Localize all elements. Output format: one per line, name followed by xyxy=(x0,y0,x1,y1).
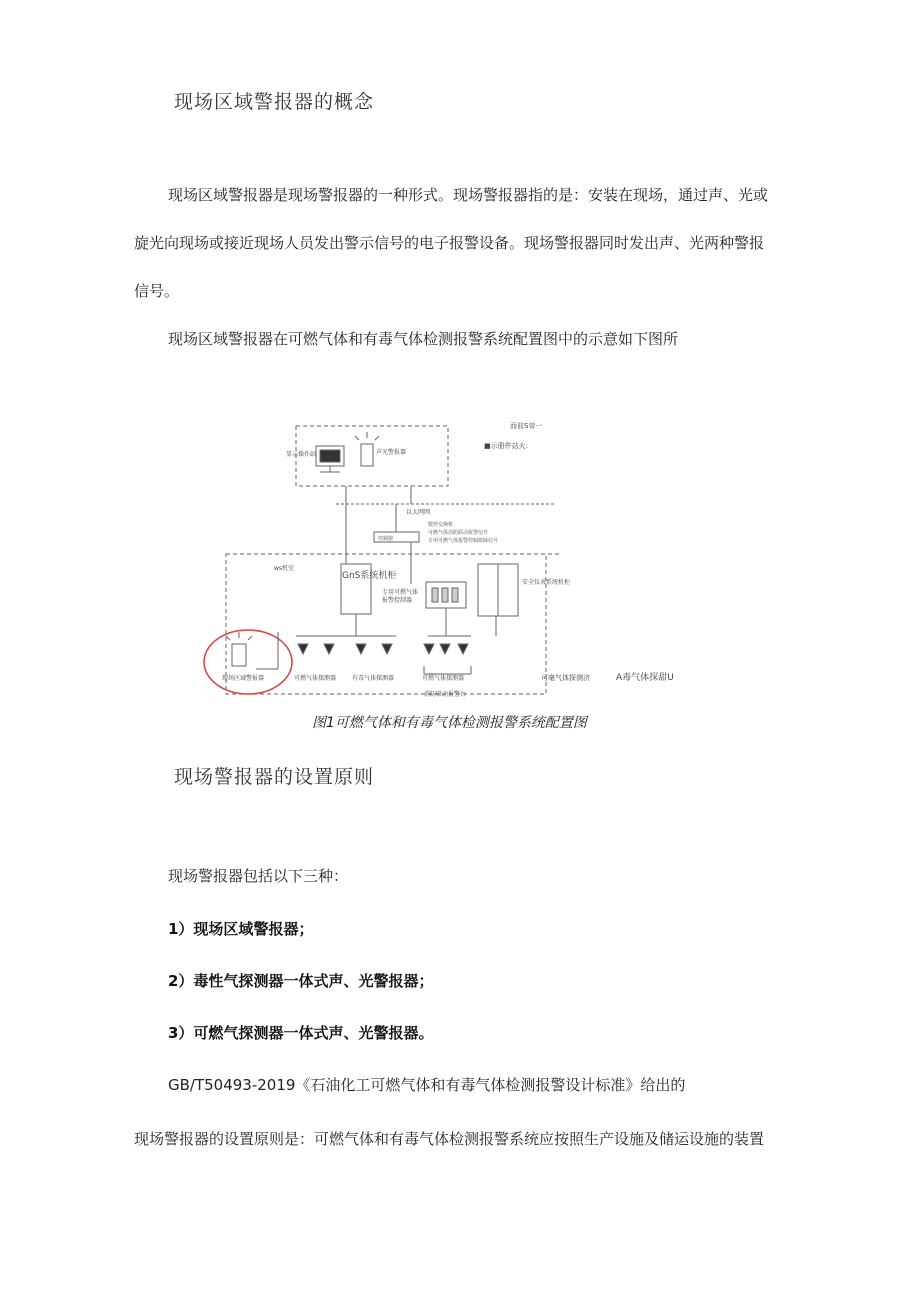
list-item-2: 2）毒性气探测器一体式声、光警报器； xyxy=(168,972,434,990)
para1-line2: 旋光向现场或接近现场人员发出警示信号的电子报警设备。现场警报器同时发出声、光两种警报 xyxy=(134,234,765,252)
linkage-note-2: 可燃气体消防联动报警信号 xyxy=(428,530,489,536)
list-item-1: 1）现场区域警报器； xyxy=(168,920,314,938)
legend-right-2: A毒气体探甜U xyxy=(616,673,674,683)
top-region-frame xyxy=(296,426,448,486)
field-area-alarm-icon xyxy=(232,644,246,666)
section2-intro: 现场警报器包括以下三种： xyxy=(168,867,349,885)
label-dedicated-controller-2: 报警控制器 xyxy=(382,597,413,604)
label-field-area-alarm: 现场区域警报器 xyxy=(222,675,265,682)
combustible-detector-icon xyxy=(298,644,308,654)
legend-1: 而前S帝一 xyxy=(510,422,543,430)
label-toxic-detector: 有毒气体探测器 xyxy=(352,675,395,682)
toxic-detector-icon xyxy=(356,644,366,654)
para2: 现场区域警报器在可燃气体和有毒气体检测报警系统配置图中的示意如下图所 xyxy=(168,330,679,348)
principle-line: 现场警报器的设置原则是：可燃气体和有毒气体检测报警系统应按照生产设施及储运设施的装置 xyxy=(134,1130,765,1148)
combustible-detector2-icon xyxy=(424,644,434,654)
label-switch: 控制器 xyxy=(378,536,394,542)
figure-caption: 图1可燃气体和有毒气体检测报警系统配置图 xyxy=(312,715,587,731)
para1-line3: 信号。 xyxy=(134,282,180,300)
sound-light-alarm-icon xyxy=(361,444,373,466)
label-crt: CRT xyxy=(321,456,331,462)
para1-line1: 现场区域警报器是现场警报器的一种形式。现场警报器指的是：安装在现场，通过声、光或 xyxy=(168,186,769,204)
section2-heading: 现场警报器的设置原则 xyxy=(174,766,375,788)
standard-reference: GB/T50493-2019《石油化工可燃气体和有毒气体检测报警设计标准》给出的 xyxy=(168,1076,686,1094)
label-dedicated-controller-1: 专用可燃气体 xyxy=(382,589,419,596)
linkage-note-1: 数控交换机 xyxy=(428,522,454,528)
legend-right-1: 可毫气体探测济 xyxy=(541,674,590,682)
label-control-room: ws机室 xyxy=(274,565,295,572)
label-combustible-detector: 可燃气体探测器 xyxy=(294,675,337,682)
linkage-note-3: 专用可燃气体报警控制故障信号 xyxy=(428,538,499,544)
label-combustible-detector-2: 可燃气体探测器 xyxy=(422,675,465,682)
label-sound-light-alarm: 声光警报器 xyxy=(376,449,407,456)
list-item-3: 3）可燃气探测器一体式声、光警报器。 xyxy=(168,1024,434,1042)
system-configuration-diagram xyxy=(196,404,686,704)
label-ethernet: 以太网网 xyxy=(406,509,431,516)
label-fire-linkage-panel: 消防联动报警台 xyxy=(424,691,467,698)
label-sis-cabinet: 安全仪表系统机柜 xyxy=(522,579,571,586)
label-operator-station: 显示操作站 xyxy=(286,451,317,458)
legend-2: ■示册件站火: xyxy=(484,442,528,450)
label-gns-cabinet: GnS系统机柜 xyxy=(342,571,397,581)
section1-heading: 现场区域警报器的概念 xyxy=(174,91,375,113)
